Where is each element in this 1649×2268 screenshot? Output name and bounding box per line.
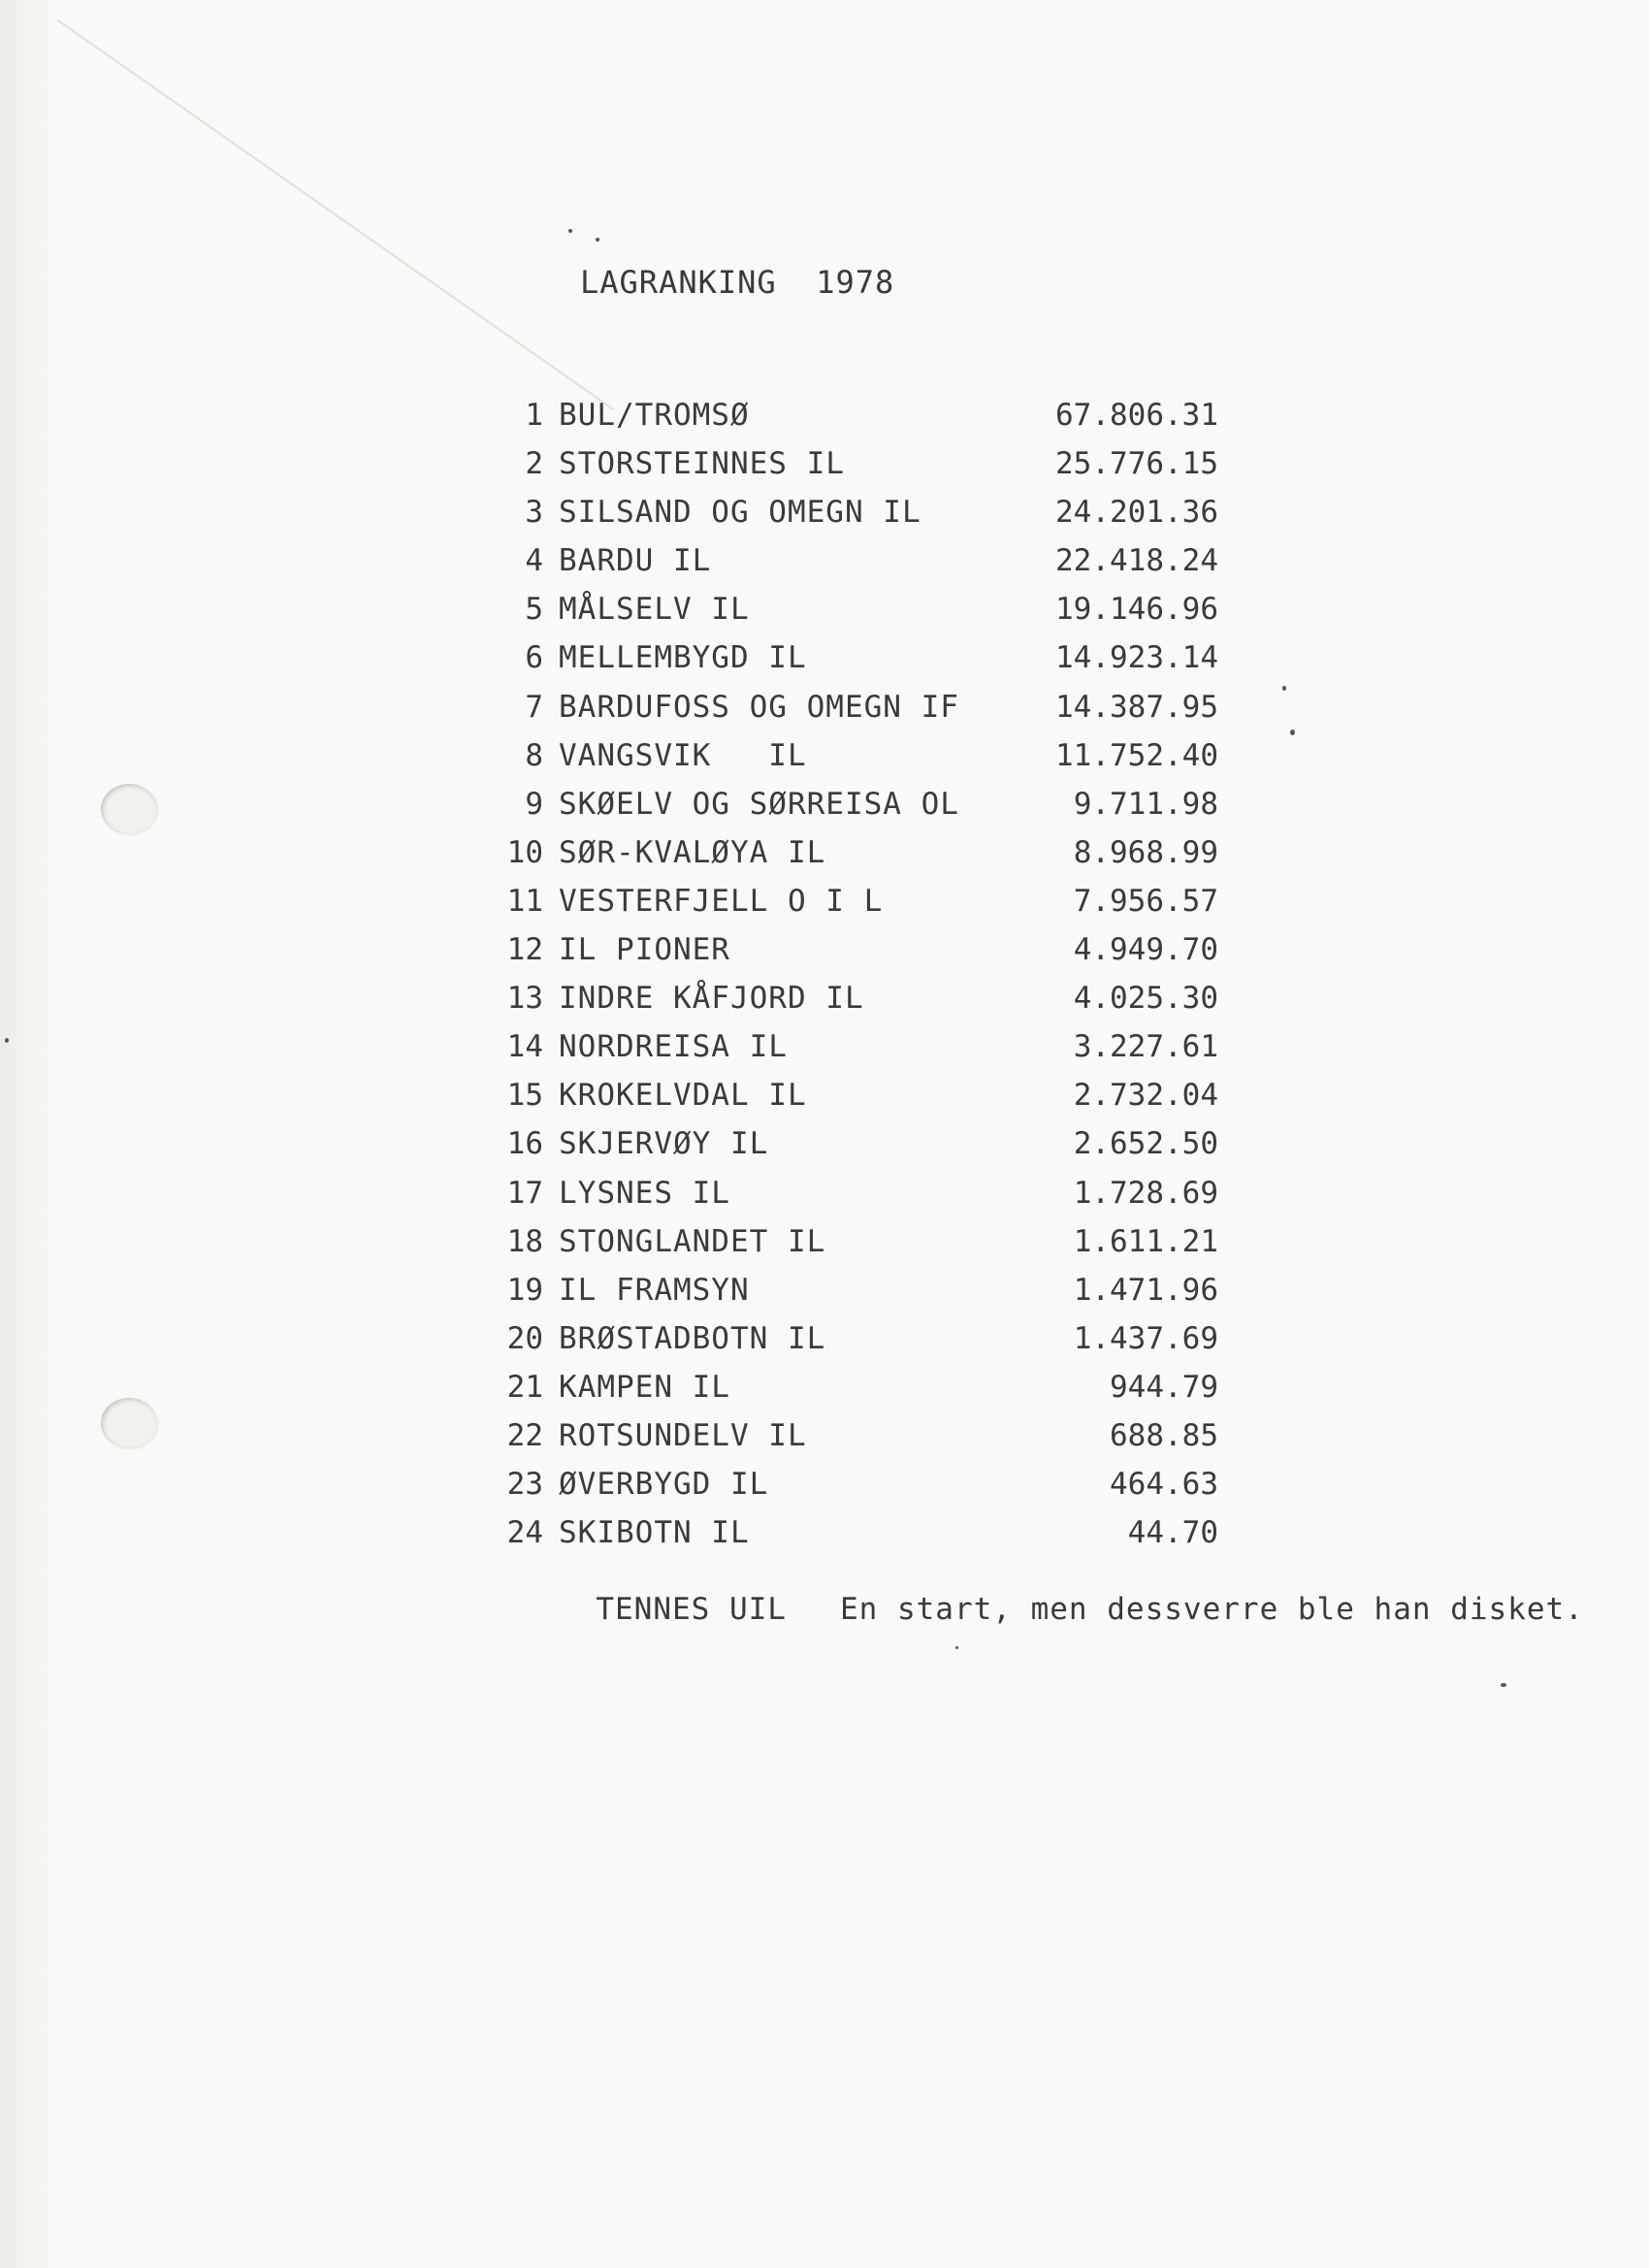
team-name: SKJERVØY IL (559, 1126, 769, 1162)
ink-speck (1501, 1683, 1506, 1687)
rank-number: 4 (525, 543, 543, 579)
rank-number: 2 (525, 446, 543, 482)
team-name: VESTERFJELL O I L (559, 883, 884, 919)
team-name: BARDU IL (559, 543, 712, 579)
rank-number: 5 (525, 592, 543, 628)
team-name: NORDREISA IL (559, 1029, 788, 1065)
team-points: 14.923.14 (1055, 640, 1218, 676)
rank-number: 10 (506, 834, 543, 870)
team-name: VANGSVIK IL (559, 737, 807, 773)
ranking-list (485, 391, 1610, 1557)
team-name: INDRE KÅFJORD IL (559, 981, 864, 1017)
team-points: 11.752.40 (1055, 737, 1218, 773)
team-points: 1.471.96 (1073, 1272, 1218, 1308)
rank-number: 14 (506, 1029, 543, 1065)
ranking-row (485, 1119, 1610, 1168)
rank-number: 20 (506, 1320, 543, 1356)
team-points: 4.025.30 (1073, 981, 1218, 1017)
team-name: IL FRAMSYN (559, 1272, 750, 1308)
team-points: 2.732.04 (1073, 1078, 1218, 1114)
rank-number: 13 (506, 981, 543, 1017)
ink-speck (568, 229, 572, 233)
team-name: STONGLANDET IL (559, 1223, 826, 1259)
team-points: 944.79 (1110, 1369, 1218, 1405)
ranking-row (485, 391, 1610, 439)
rank-number: 16 (506, 1126, 543, 1162)
ranking-row (485, 439, 1610, 488)
ranking-row (485, 1411, 1610, 1460)
team-name: STORSTEINNES IL (559, 446, 845, 482)
ranking-row (485, 585, 1610, 633)
team-points: 14.387.95 (1055, 689, 1218, 725)
team-points: 8.968.99 (1073, 834, 1218, 870)
rank-number: 18 (506, 1223, 543, 1259)
team-name: ØVERBYGD IL (559, 1467, 769, 1503)
team-name: KAMPEN IL (559, 1369, 730, 1405)
document-title: LAGRANKING 1978 (580, 264, 895, 301)
rank-number: 17 (506, 1175, 543, 1211)
team-name: LYSNES IL (559, 1175, 730, 1211)
team-name: MÅLSELV IL (559, 592, 750, 628)
rank-number: 1 (525, 398, 543, 433)
ranking-row (485, 1508, 1610, 1557)
team-points: 3.227.61 (1073, 1029, 1218, 1065)
rank-number: 7 (525, 689, 543, 725)
team-name: MELLEMBYGD IL (559, 640, 807, 676)
ranking-row (485, 780, 1610, 828)
rank-number: 6 (525, 640, 543, 676)
team-name: BARDUFOSS OG OMEGN IF (559, 689, 959, 725)
team-name: SØR-KVALØYA IL (559, 834, 826, 870)
team-points: 67.806.31 (1055, 398, 1218, 433)
rank-number: 19 (506, 1272, 543, 1308)
ink-speck (5, 1038, 9, 1043)
team-name: SILSAND OG OMEGN IL (559, 495, 922, 531)
team-points: 7.956.57 (1073, 883, 1218, 919)
rank-number: 23 (506, 1467, 543, 1503)
ranking-row (485, 683, 1610, 731)
rank-number: 22 (506, 1417, 543, 1453)
ranking-row (485, 1217, 1610, 1266)
team-points: 464.63 (1110, 1467, 1218, 1503)
ranking-row (485, 1363, 1610, 1411)
team-points: 9.711.98 (1073, 786, 1218, 822)
ranking-row (485, 1266, 1610, 1314)
ranking-row (485, 1314, 1610, 1363)
team-points: 25.776.15 (1055, 446, 1218, 482)
ranking-row (485, 925, 1610, 974)
team-points: 22.418.24 (1055, 543, 1218, 579)
team-name: KROKELVDAL IL (559, 1078, 807, 1114)
note-text: En start, men dessverre ble han disket. (839, 1592, 1584, 1627)
team-points: 19.146.96 (1055, 592, 1218, 628)
team-name: SKIBOTN IL (559, 1515, 750, 1551)
rank-number: 21 (506, 1369, 543, 1405)
team-name: IL PIONER (559, 932, 730, 968)
rank-number: 12 (506, 932, 543, 968)
rank-number: 8 (525, 737, 543, 773)
team-points: 688.85 (1110, 1417, 1218, 1453)
page-edge-shadow (0, 0, 58, 2268)
team-points: 44.70 (1127, 1515, 1218, 1551)
ranking-row (485, 1169, 1610, 1217)
ranking-row (485, 974, 1610, 1022)
team-points: 1.611.21 (1073, 1223, 1218, 1259)
ranking-row (485, 1071, 1610, 1119)
ranking-row (485, 1022, 1610, 1071)
note-row (558, 1557, 1584, 1627)
ink-speck (596, 238, 599, 242)
note-team: TENNES UIL (596, 1592, 787, 1627)
ranking-row (485, 536, 1610, 585)
team-points: 1.728.69 (1073, 1175, 1218, 1211)
punch-hole-top (101, 784, 157, 834)
rank-number: 15 (506, 1078, 543, 1114)
rank-number: 3 (525, 495, 543, 531)
team-name: BUL/TROMSØ (559, 398, 750, 433)
rank-number: 11 (506, 883, 543, 919)
rank-number: 24 (506, 1515, 543, 1551)
team-name: SKØELV OG SØRREISA OL (559, 786, 959, 822)
ranking-row (485, 488, 1610, 536)
punch-hole-bottom (101, 1398, 157, 1448)
ranking-row (485, 633, 1610, 682)
ranking-row (485, 877, 1610, 925)
ranking-row (485, 731, 1610, 780)
team-points: 4.949.70 (1073, 932, 1218, 968)
rank-number: 9 (525, 786, 543, 822)
ink-speck (955, 1646, 958, 1649)
team-points: 2.652.50 (1073, 1126, 1218, 1162)
ranking-row (485, 1460, 1610, 1508)
team-name: ROTSUNDELV IL (559, 1417, 807, 1453)
team-points: 1.437.69 (1073, 1320, 1218, 1356)
paper-crease (57, 19, 615, 410)
team-name: BRØSTADBOTN IL (559, 1320, 826, 1356)
ranking-row (485, 828, 1610, 877)
team-points: 24.201.36 (1055, 495, 1218, 531)
